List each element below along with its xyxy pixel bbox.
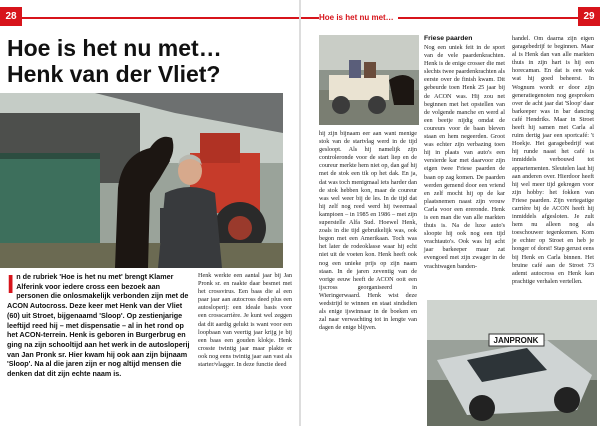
photo-henk-with-horse — [0, 93, 283, 268]
title-line-1: Hoe is het nu met… — [7, 35, 222, 61]
column-right-1: Nog een uniek feit in de sport van de vele paardenkrachten. Henk is de enige crosser die met slechts twee paardenkrachten als eerste over de finish kwam. Dit gebeurde toen Henk 25 jaar bij de ACON was. Hij zou net beginnen met het opstellen van de volgende manche en werd al een beetje nijdig omdat de coureurs voor de baan bleven staan en hem negeerden. Groot was echter zijn verbazing toen hij in plaats van auto's een versierde kar met daarvoor zijn eigen twee Friese paarden de baan op zag komen. De paarden werden gemend door een vriend en zelf mocht hij op de kar plaatsnemen naast zijn vrouw Carla voor een ereronde. Henk is een man die van alle markten thuis is. Na de luxe auto's sloopte hij ook nog een tijd vrachtauto's. Ook was hij acht jaar barkeeper maar zat evengoed met zijn zwager in de vrachtwagen banden- — [424, 44, 505, 270]
subhead-friese-paarden: Friese paarden — [424, 35, 473, 42]
column-left-2: Henk werkte een aantal jaar bij Jan Pronk sr. en raakte daar besmet met het crossvirus. Een baas die al een paar jaar aan autocross deed plus een autosloperij: een ideale basis voor een crosscarrière. Je kunt wel zeggen dat dit aardig gelukt is want voor een loopbaan van veertig jaar krijg je bij een baas een gouden klokje. Henk crosste twintig jaar maar plakte er ook nog eens twintig jaar aan vast als starter/vlagger. In deze functie deed — [198, 272, 292, 369]
car-label: JANPRONK — [493, 336, 539, 345]
page-number-right: 29 — [578, 7, 600, 26]
column-left-3: hij zijn bijnaam eer aan want menige stok van de startvlag werd in de tijd gesloopt. Als hij namelijk zijn controleronde voor de start liep en de coureur merkte hem niet op, dan gaf hij met de stok een tik op het dak. En ja, dat was toch menigmaal iets harder dan de stok hebben kon, maar de coureur was wel weer bij de les. In de tijd dat hij zelf nog reed werd hij tweemaal kampioen – in 1985 en 1986 – met zijn superstelle Alfa Sud. Hoewel Henk, zoals in die tijd gebruikelijk was, ook begon met een Amerikaan. Toch was het later de rodeoklasse waar hij echt niet uit de voeten kon. Henk heeft ook nog een unieke prijs op zijn naam staan. In de jaren zeventig van de vorige eeuw heeft de ACON ooit een ijscross georganiseerd in Wieringerwaard. Henk wist deze wedstrijd te winnen en staat sindsdien als enige ijswinnaar in de boeken en zal naar verwachting tot in lengte van dagen de enige blijven. — [319, 130, 417, 332]
article-intro — [7, 269, 193, 379]
title-line-2: Henk van der Vliet? — [7, 61, 221, 87]
photo-horse-cart — [319, 35, 419, 125]
photo-janpronk-car — [427, 300, 597, 426]
intro-text: n de rubriek 'Hoe is het nu met' brengt Klamer Alferink voor iedere cross een bezoek aan personen die onlosmakelijk verbonden zijn met de ACON Autocross. Deze keer met Henk van der Vliet (60) uit Stroet, bijgenaamd 'Sloop'. Op zestienjarige leeftijd reed hij – met dispensatie – al in het rond op het ACON-terrein. Henk is geboren in Burgerbrug en ging na zijn schooltijd aan het werk in de autosloperij van Jan Pronk sr. Hier kwam hij ook aan zijn bijnaam 'Sloop'. Na al die jaren zijn er nog altijd mensen die denken dat dit zijn echte naam is. — [7, 272, 190, 379]
page-number-left: 28 — [0, 7, 22, 26]
article-title — [7, 35, 297, 87]
running-head: Hoe is het nu met… — [319, 13, 398, 22]
column-right-2: handel. Om daarna zijn eigen garagebedrijf te beginnen. Maar al is Henk dan van alle markten thuis in zijn hart is hij een horecaman. En dat is een vak wat hij goed beheerst. In Wognum wordt er door zijn generatiegenoten nog gesproken over de acht jaar dat 'Sloop' daar barkeeper was in bar dancing café Hendriks. Maar in Stroet heeft hij samen met Carla al ruim dertig jaar een sportcafé: 't Hoekje. Het garagebedrijf wat hij runde naast het café is inmiddels verbouwd tot appartementen. Sleutelen laat hij aan anderen over. Hierdoor heeft hij wel meer tijd gekregen voor zijn hobby: het fokken van Friese paarden. Zijn vertegatige carrière bij de ACON heeft hij inmiddels afgesloten. Je zult hem nu alleen nog als toeschouwer tegenkomen. Kom je echter op Stroet en heb je honger of dorst! Stap gerust eens bij Henk en Carla binnen. Het bruine café aan de Stroet 73 ademt autocross en Henk kan prachtige verhalen vertellen. — [512, 35, 594, 285]
page-gutter — [299, 0, 301, 426]
column-right-1-wrap — [424, 35, 505, 271]
drop-cap: I — [7, 269, 15, 299]
header-rule-left — [22, 17, 299, 19]
